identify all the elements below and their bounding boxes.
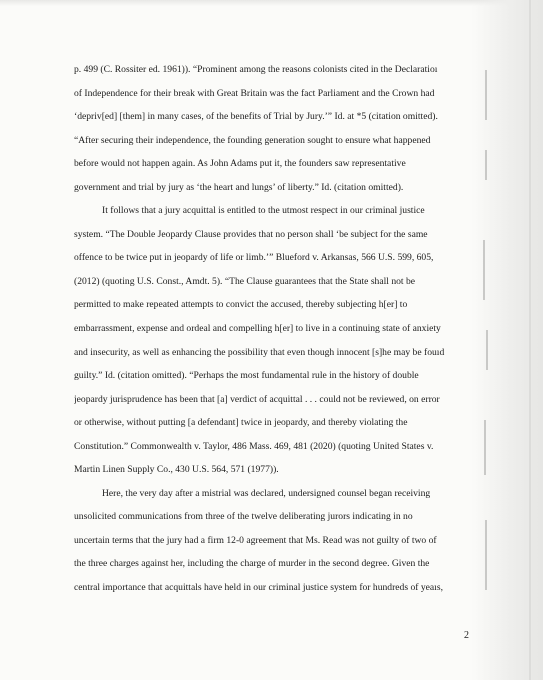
text-line: Here, the very day after a mistrial was declared, undersigned counsel began receiving <box>102 487 431 499</box>
text-line: uncertain terms that the jury had a firm 12-0 agreement that Ms. Read was not guilty of two of <box>74 534 437 546</box>
text-line: embarrassment, expense and ordeal and compelling h[er] to live in a continuing state of anxiety <box>74 323 441 335</box>
text-line: “After securing their independence, the founding generation sought to ensure what happened <box>74 134 431 146</box>
text-line: or otherwise, without putting [a defendant] twice in jeopardy, and thereby violating the <box>74 417 408 429</box>
text-line: the three charges against her, including the charge of murder in the second degree. Given the <box>74 558 430 570</box>
edge-mark <box>485 70 487 120</box>
text-line: of Independence for their break with Great Britain was the fact Parliament and the Crown had <box>74 87 435 99</box>
text-line: central importance that acquittals have held in our criminal justice system for hundreds of yeaıs, <box>74 582 443 594</box>
text-line: (2012) (quoting U.S. Const., Amdt. 5). “The Clause guarantees that the State shall not be <box>74 275 416 287</box>
text-line: p. 499 (C. Rossiter ed. 1961)). “Prominent among the reasons colonists cited in the Declaratioı <box>74 64 438 75</box>
text-line: jeopardy jurisprudence has been that [a] verdict of acquittal . . . could not be reviewed, on error <box>74 393 440 405</box>
text-line: Constitution.” Commonwealth v. Taylor, 486 Mass. 469, 481 (2020) (quoting United States v. <box>74 440 434 452</box>
scan-shadow <box>0 0 543 6</box>
edge-mark <box>485 150 487 180</box>
text-line: It follows that a jury acquittal is entitled to the utmost respect in our criminal justice <box>102 205 425 217</box>
text-line: before would not happen again. As John Adams put it, the founders saw representative <box>74 158 406 170</box>
text-line: guilty.” Id. (citation omitted). “Perhaps the most fundamental rule in the history of double <box>74 370 419 382</box>
text-line: system. “The Double Jeopardy Clause provides that no person shall ‘be subject for the same <box>74 228 428 240</box>
text-line: and insecurity, as well as enhancing the possibility that even though innocent [s]he may be fouıd <box>74 346 445 358</box>
text-line: ‘depriv[ed] [them] in many cases, of the benefits of Trial by Jury.’” Id. at *5 (citation omitted). <box>74 111 438 123</box>
edge-mark <box>529 0 531 680</box>
body-text <box>74 58 482 600</box>
text-line: unsolicited communications from three of the twelve deliberating jurors indicating in no <box>74 511 413 523</box>
edge-mark <box>483 240 485 300</box>
edge-mark <box>484 420 486 475</box>
text-line: offence to be twice put in jeopardy of life or limb.’” Blueford v. Arkansas, 566 U.S. 599, 605, <box>74 252 434 264</box>
text-line: government and trial by jury as ‘the heart and lungs’ of liberty.” Id. (citation omitted). <box>74 181 404 193</box>
page-number: 2 <box>464 630 469 641</box>
text-line: Martin Linen Supply Co., 430 U.S. 564, 571 (1977)). <box>74 464 279 476</box>
edge-mark <box>486 330 488 370</box>
edge-mark <box>485 520 487 590</box>
text-line: permitted to make repeated attempts to convict the accused, thereby subjecting h[er] to <box>74 299 408 311</box>
